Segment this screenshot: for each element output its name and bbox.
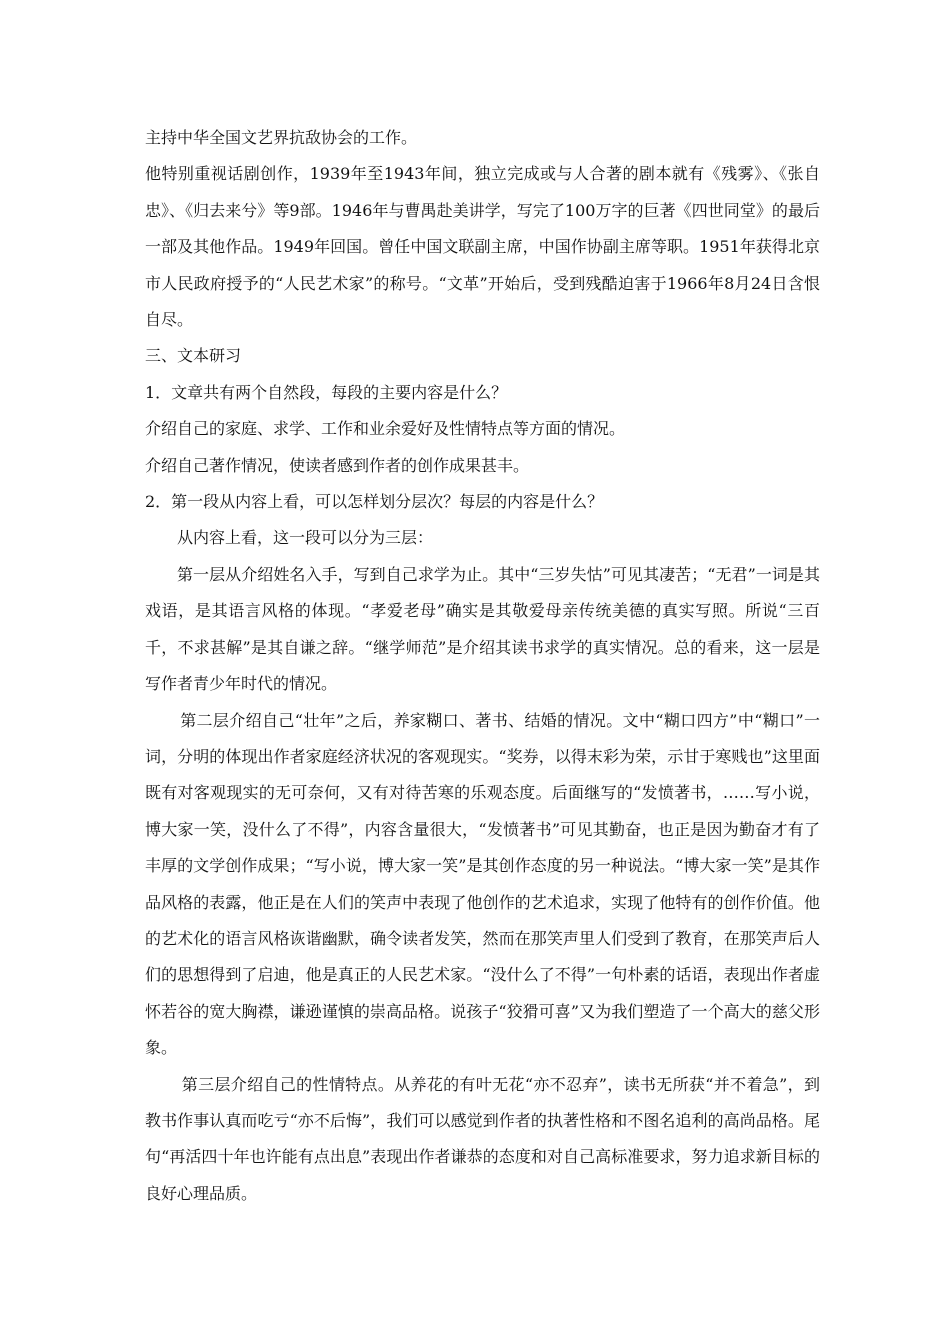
answer-2-layer-2: 第二层介绍自己“壮年”之后，养家糊口、著书、结婚的情况。文中“糊口四方”中“糊口”一词，分明的体现出作者家庭经济状况的客观现实。“奖券，以得末彩为荣，示甘于寒贱也”这里面既有对客观现实的无可奈何，又有对待苦寒的乐观态度。后面继写的“发愤著书，……写小说，博大家一笑，没什么了不得”，内容含量很大，“发愤著书”可见其勤奋，也正是因为勤奋才有了丰厚的文学创作成果；“写小说，博大家一笑”是其创作态度的另一种说法。“博大家一笑”是其作品风格的表露，他正是在人们的笑声中表现了他创作的艺术追求，实现了他特有的创作价值。他的艺术化的语言风格诙谐幽默，确令读者发笑，然而在那笑声里人们受到了教育，在那笑声后人们的思想得到了启迪，他是真正的人民艺术家。“没什么了不得”一句朴素的话语，表现出作者虚怀若谷的宽大胸襟，谦逊谨慎的崇高品格。说孩子“狡猾可喜”又为我们塑造了一个高大的慈父形象。 [145, 710, 820, 1058]
question-1: 1．文章共有两个自然段，每段的主要内容是什么？ [145, 382, 508, 402]
document-body [145, 120, 820, 1212]
answer-2-layer-3: 第三层介绍自己的性情特点。从养花的有叶无花“亦不忍弃”，读书无所获“并不着急”，到教书作事认真而吃亏“亦不后悔”，我们可以感觉到作者的执著性格和不图名追利的高尚品格。尾句“再活四十年也许能有点出息”表现出作者谦恭的态度和对自己高标准要求，努力追求新目标的良好心理品质。 [145, 1074, 820, 1203]
answer-1a: 介绍自己的家庭、求学、工作和业余爱好及性情特点等方面的情况。 [145, 419, 626, 439]
paragraph-biography: 他特别重视话剧创作，1939年至1943年间，独立完成或与人合著的剧本就有《残雾》、《张自忠》、《归去来兮》等9部。1946年与曹禺赴美讲学，写完了100万字的巨著《四世同堂》的最后一部及其他作品。1949年回国。曾任中国文联副主席，中国作协副主席等职。1951年获得北京市人民政府授予的“人民艺术家”的称号。“文革”开始后，受到残酷迫害于1966年8月24日含恨自尽。 [145, 164, 820, 330]
answer-2-layer-1: 第一层从介绍姓名入手，写到自己求学为止。其中“三岁失怙”可见其凄苦；“无君”一词是其戏语，是其语言风格的体现。“孝爱老母”确实是其敬爱母亲传统美德的真实写照。所说“三百千，不求甚解”是其自谦之辞。“继学师范”是介绍其读书求学的真实情况。总的看来，这一层是写作者青少年时代的情况。 [145, 564, 820, 694]
question-2: 2．第一段从内容上看，可以怎样划分层次？每层的内容是什么？ [145, 492, 604, 512]
answer-1b: 介绍自己著作情况，使读者感到作者的创作成果甚丰。 [145, 455, 530, 475]
paragraph-continuation: 主持中华全国文艺界抗敌协会的工作。 [145, 128, 418, 147]
answer-2-intro: 从内容上看，这一段可以分为三层： [177, 528, 434, 548]
section-heading: 三、文本研习 [145, 346, 242, 366]
